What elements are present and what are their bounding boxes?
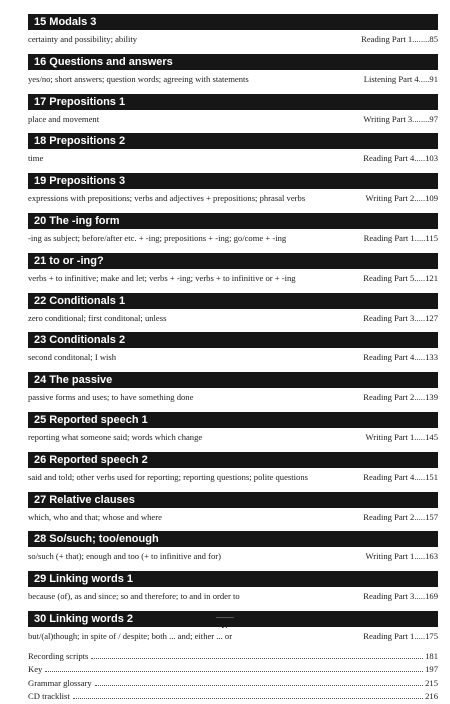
appendix-page-number: 181 xyxy=(425,650,438,661)
unit-title: 15 Modals 3 xyxy=(34,16,97,28)
appendix-entry xyxy=(28,663,438,677)
unit-row xyxy=(28,233,438,244)
unit-entry xyxy=(28,531,438,571)
leader-dots: ..... xyxy=(414,153,426,164)
unit-page-number: 139 xyxy=(425,392,438,403)
unit-description: verbs + to infinitive; make and let; verbs + -ing; verbs + to infinitive or + -ing xyxy=(28,272,296,283)
leader-dots: ..... xyxy=(414,272,426,283)
unit-title-bar xyxy=(28,531,438,547)
unit-reference xyxy=(357,591,438,602)
unit-title: 25 Reported speech 1 xyxy=(34,413,148,426)
leader-line xyxy=(73,698,423,699)
unit-title-bar xyxy=(28,173,438,189)
unit-title: 29 Linking words 1 xyxy=(34,573,134,586)
leader-line xyxy=(95,685,423,686)
unit-title: 20 The -ing form xyxy=(34,214,120,227)
leader-dots: ..... xyxy=(414,352,426,363)
page-number xyxy=(0,617,450,630)
exam-part: Reading Part 2 xyxy=(363,392,415,403)
unit-reference xyxy=(355,34,438,45)
unit-title-bar xyxy=(28,492,438,508)
unit-reference xyxy=(357,392,438,403)
appendix-entry xyxy=(28,690,438,704)
unit-row xyxy=(28,193,438,204)
leader-dots: ..... xyxy=(414,551,426,562)
exam-part: Writing Part 1 xyxy=(365,551,415,562)
unit-title: 26 Reported speech 2 xyxy=(34,453,148,466)
appendix-list xyxy=(28,650,438,704)
unit-title-bar xyxy=(28,133,438,149)
unit-description: yes/no; short answers; question words; agreeing with statements xyxy=(28,73,249,84)
unit-page-number: 109 xyxy=(425,193,438,204)
appendix-entry xyxy=(28,650,438,664)
unit-title-bar xyxy=(28,14,438,30)
exam-part: Reading Part 1 xyxy=(363,630,415,641)
unit-page-number: 145 xyxy=(425,431,438,442)
unit-entry xyxy=(28,412,438,452)
unit-page-number: 115 xyxy=(425,232,438,243)
unit-title-bar xyxy=(28,452,438,468)
unit-reference xyxy=(357,631,438,642)
exam-part: Reading Part 4 xyxy=(363,352,415,363)
unit-row xyxy=(28,591,438,602)
leader-line xyxy=(45,671,423,672)
exam-part: Writing Part 3 xyxy=(363,113,413,124)
unit-entry xyxy=(28,54,438,94)
unit-title: 21 to or -ing? xyxy=(34,254,104,267)
unit-row xyxy=(28,34,438,45)
unit-description: -ing as subject; before/after etc. + -ing; prepositions + -ing; go/come + -ing xyxy=(28,232,287,243)
unit-description: said and told; other verbs used for reporting; reporting questions; polite questions xyxy=(28,471,308,482)
unit-row xyxy=(28,153,438,164)
unit-reference xyxy=(357,512,438,523)
unit-title-bar xyxy=(28,571,438,587)
unit-reference xyxy=(357,352,438,363)
unit-entry xyxy=(28,94,438,134)
unit-description: which, who and that; whose and where xyxy=(28,511,162,522)
unit-row xyxy=(28,74,438,85)
unit-description: time xyxy=(28,153,44,164)
unit-entry xyxy=(28,452,438,492)
appendix-page-number: 215 xyxy=(425,677,438,688)
leader-dots: ........ xyxy=(412,113,430,124)
appendix-label: Key xyxy=(28,664,43,675)
contents-page xyxy=(28,14,438,704)
unit-row xyxy=(28,352,438,363)
exam-part: Reading Part 2 xyxy=(363,511,415,522)
unit-page-number: 91 xyxy=(429,73,438,84)
exam-part: Writing Part 2 xyxy=(365,193,415,204)
leader-dots: ..... xyxy=(414,232,426,243)
unit-page-number: 163 xyxy=(425,551,438,562)
unit-title: 24 The passive xyxy=(34,374,113,387)
unit-description: passive forms and uses; to have something done xyxy=(28,392,194,403)
appendix-label: Recording scripts xyxy=(28,650,89,661)
unit-reference xyxy=(360,193,438,204)
exam-part: Writing Part 1 xyxy=(365,431,415,442)
unit-title-bar xyxy=(28,253,438,269)
leader-dots: ..... xyxy=(418,73,430,84)
unit-title: 27 Relative clauses xyxy=(34,493,135,506)
unit-entry xyxy=(28,133,438,173)
unit-entry xyxy=(28,492,438,532)
unit-entry xyxy=(28,332,438,372)
leader-dots: ..... xyxy=(414,630,426,641)
unit-entry xyxy=(28,213,438,253)
leader-line xyxy=(91,658,423,659)
unit-description: but/(al)though; in spite of / despite; both ... and; either ... or xyxy=(28,630,233,641)
unit-page-number: 85 xyxy=(429,34,438,44)
unit-row xyxy=(28,472,438,483)
exam-part: Reading Part 3 xyxy=(363,312,415,323)
unit-row xyxy=(28,273,438,284)
page-number-text: iv xyxy=(221,620,229,630)
leader-dots: ..... xyxy=(414,392,426,403)
unit-row xyxy=(28,313,438,324)
unit-reference xyxy=(357,273,438,284)
unit-entry xyxy=(28,253,438,293)
unit-description: so/such (+ that); enough and too (+ to infinitive and for) xyxy=(28,551,221,562)
unit-row xyxy=(28,512,438,523)
unit-title: 30 Linking words 2 xyxy=(34,612,134,625)
exam-part: Reading Part 1 xyxy=(363,232,415,243)
unit-title-bar xyxy=(28,412,438,428)
unit-entry xyxy=(28,571,438,611)
unit-title: 16 Questions and answers xyxy=(34,55,173,68)
appendix-entry xyxy=(28,677,438,691)
unit-title-bar xyxy=(28,54,438,70)
unit-page-number: 127 xyxy=(425,312,438,323)
unit-title: 19 Prepositions 3 xyxy=(34,175,126,188)
unit-page-number: 133 xyxy=(425,352,438,363)
unit-title-bar xyxy=(28,372,438,388)
exam-part: Reading Part 4 xyxy=(363,471,415,482)
unit-title: 28 So/such; too/enough xyxy=(34,533,159,546)
exam-part: Reading Part 3 xyxy=(363,591,415,602)
unit-title: 22 Conditionals 1 xyxy=(34,294,126,307)
page-number-rule xyxy=(216,617,234,618)
unit-page-number: 103 xyxy=(425,153,438,164)
unit-title-bar xyxy=(28,332,438,348)
unit-page-number: 157 xyxy=(425,511,438,522)
unit-row xyxy=(28,432,438,443)
unit-row xyxy=(28,631,438,642)
leader-dots: ..... xyxy=(414,193,426,204)
unit-reference xyxy=(358,233,438,244)
unit-page-number: 151 xyxy=(425,471,438,482)
unit-reference xyxy=(360,432,438,443)
unit-entry xyxy=(28,173,438,213)
exam-part: Reading Part 1 xyxy=(361,34,413,44)
leader-dots: ..... xyxy=(414,312,426,323)
exam-part: Reading Part 5 xyxy=(363,272,415,283)
appendix-page-number: 216 xyxy=(425,691,438,702)
unit-reference xyxy=(358,74,438,85)
unit-title-bar xyxy=(28,94,438,110)
unit-reference xyxy=(357,313,438,324)
unit-page-number: 175 xyxy=(425,630,438,641)
unit-reference xyxy=(357,472,438,483)
appendix-label: Grammar glossary xyxy=(28,677,92,688)
leader-dots: ..... xyxy=(414,431,426,442)
unit-reference xyxy=(357,114,438,125)
unit-row xyxy=(28,392,438,403)
unit-title-bar xyxy=(28,293,438,309)
unit-description: expressions with prepositions; verbs and adjectives + prepositions; phrasal verbs xyxy=(28,193,306,204)
unit-page-number: 169 xyxy=(425,591,438,602)
unit-reference xyxy=(360,551,438,562)
exam-part: Listening Part 4 xyxy=(363,73,419,84)
unit-list xyxy=(28,14,438,651)
unit-reference xyxy=(357,153,438,164)
exam-part: Reading Part 4 xyxy=(363,153,415,164)
unit-page-number: 97 xyxy=(429,113,438,124)
unit-title: 18 Prepositions 2 xyxy=(34,135,126,148)
unit-entry xyxy=(28,293,438,333)
unit-title: 17 Prepositions 1 xyxy=(34,95,126,108)
appendix-label: CD tracklist xyxy=(28,691,70,702)
unit-title: 23 Conditionals 2 xyxy=(34,334,126,347)
leader-dots: ........ xyxy=(412,34,430,44)
unit-row xyxy=(28,114,438,125)
unit-description: because (of), as and since; so and therefore; to and in order to xyxy=(28,591,240,602)
unit-description: second conditonal; I wish xyxy=(28,352,117,363)
unit-entry xyxy=(28,372,438,412)
unit-title-bar xyxy=(28,213,438,229)
unit-entry xyxy=(28,14,438,54)
unit-description: place and movement xyxy=(28,113,100,124)
unit-row xyxy=(28,551,438,562)
unit-description: reporting what someone said; words which change xyxy=(28,431,203,442)
leader-dots: ..... xyxy=(414,471,426,482)
leader-dots: ..... xyxy=(414,511,426,522)
appendix-page-number: 197 xyxy=(425,664,438,675)
unit-description: certainty and possibility; ability xyxy=(28,34,138,44)
unit-page-number: 121 xyxy=(425,272,438,283)
leader-dots: ..... xyxy=(414,591,426,602)
unit-description: zero conditional; first conditonal; unless xyxy=(28,312,167,323)
